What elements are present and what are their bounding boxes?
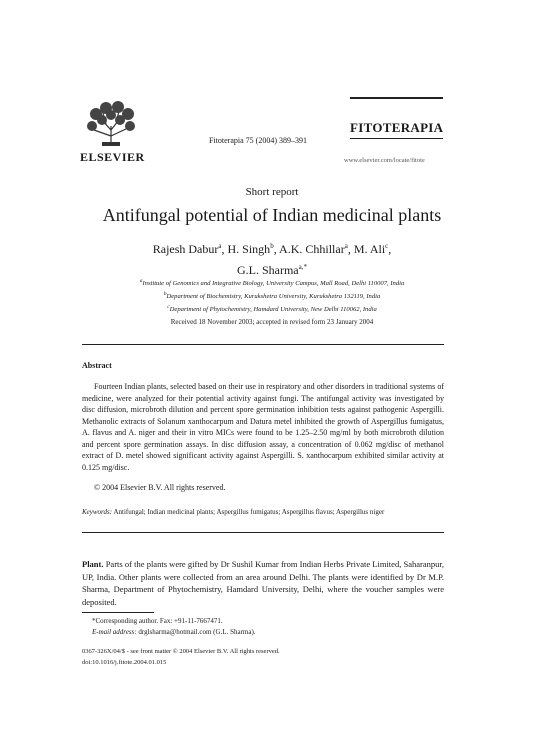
received-dates: Received 18 November 2003; accepted in revised form 23 January 2004 (170, 318, 374, 326)
masthead-rule (350, 138, 443, 139)
abstract-body (82, 381, 444, 473)
abstract-text: Fourteen Indian plants, selected based on their use in respiratory and other disorders in traditional systems of medicine, were analyzed for their potential activity against fungi. The antifungal activity was investigated by disc diffusion, microbroth dilution and percent spore germination inhibition tests against pathogenic Aspergilli. Methanolic extracts of Solanum xanthocarpum and Datura metel inhibited the growth of Aspergillus fumigatus, A. flavus and A. niger and their in vitro MICs were found to be 1.25–2.50 mg/ml by both microbroth dilution and percent spore germination assays. In disc diffusion assay, a concentration of 0.062 mg/disc of methanol extract of D. metel showed significant activity against Aspergilli. S. xanthocarpum exhibited similar activity at 0.125 mg/disc. (82, 382, 444, 472)
doi-line[interactable]: doi:10.1016/j.fitote.2004.01.015 (82, 658, 167, 666)
paragraph-lead: Plant. (82, 559, 104, 569)
email-note (82, 627, 444, 638)
abstract-heading: Abstract (82, 361, 112, 370)
body-paragraph (82, 558, 444, 608)
abstract-rule-bottom (82, 532, 444, 533)
author-chhillar[interactable]: A.K. Chhillar$^a$ (279, 242, 348, 256)
journal-reference: Fitoterapia 75 (2004) 389–391 (209, 136, 307, 145)
publisher-name: ELSEVIER (80, 150, 145, 164)
keywords (82, 507, 444, 517)
footnote-rule (82, 612, 154, 613)
affiliation-b: $^b$Department of Biochemistry, Kurukshetra University, Kurukshetra 132119, India (163, 291, 381, 301)
keywords-text: Antifungal; Indian medicinal plants; Aspergillus fumigatus; Aspergillus flavus; Aspergillus niger (113, 508, 385, 516)
footnotes (82, 616, 444, 637)
affiliation-a: $^a$Institute of Genomics and Integrative Biology, University Campus, Mall Road, Delhi 110007, India (139, 278, 405, 288)
masthead-rule-top (350, 97, 443, 99)
article-title: Antifungal potential of Indian medicinal plants (102, 205, 442, 225)
email-label: E-mail address: (92, 627, 137, 636)
author-sharma[interactable]: G.L. Sharma$^{a,*}$ (236, 263, 307, 277)
paragraph-text: Parts of the plants were gifted by Dr Sushil Kumar from Indian Herbs Private Limited, Saharanpur, UP, India. Other plants were collected from an area around Delhi. The plants were identified by Dr M.P. Sharma, Department of Phytochemistry, Hamdard University, Delhi, where the voucher samples were deposited. (82, 559, 444, 607)
abstract-rule-top (82, 344, 444, 345)
email-address[interactable]: drglsharma@hotmail.com (G.L. Sharma). (138, 627, 256, 636)
journal-masthead: FITOTERAPIA (350, 120, 444, 135)
journal-url[interactable]: www.elsevier.com/locate/fitote (344, 157, 425, 164)
author-singh[interactable]: H. Singh$^b$ (227, 242, 274, 256)
corresponding-author-note: *Corresponding author. Fax: +91-11-7667471. (92, 617, 223, 625)
author-list (0, 237, 544, 279)
author-ali[interactable]: M. Ali$^c$ (353, 242, 389, 256)
section-label: Short report (245, 186, 299, 198)
affiliation-c: $^c$Department of Phytochemistry, Hamdard University, New Delhi 110062, India (167, 304, 377, 314)
affiliations (0, 276, 544, 316)
author-dabur[interactable]: Rajesh Dabur$^a$ (152, 242, 222, 256)
issn-line: 0367-326X/04/$ - see front matter © 2004 Elsevier B.V. All rights reserved. (82, 648, 280, 655)
keywords-label: Keywords: (82, 508, 113, 516)
authors-line-1: Rajesh Dabur$^a$, H. Singh$^b$, A.K. Chhillar$^a$, M. Ali$^c$, (152, 242, 392, 256)
issn-block (82, 647, 280, 668)
abstract-copyright: © 2004 Elsevier B.V. All rights reserved. (94, 483, 226, 492)
